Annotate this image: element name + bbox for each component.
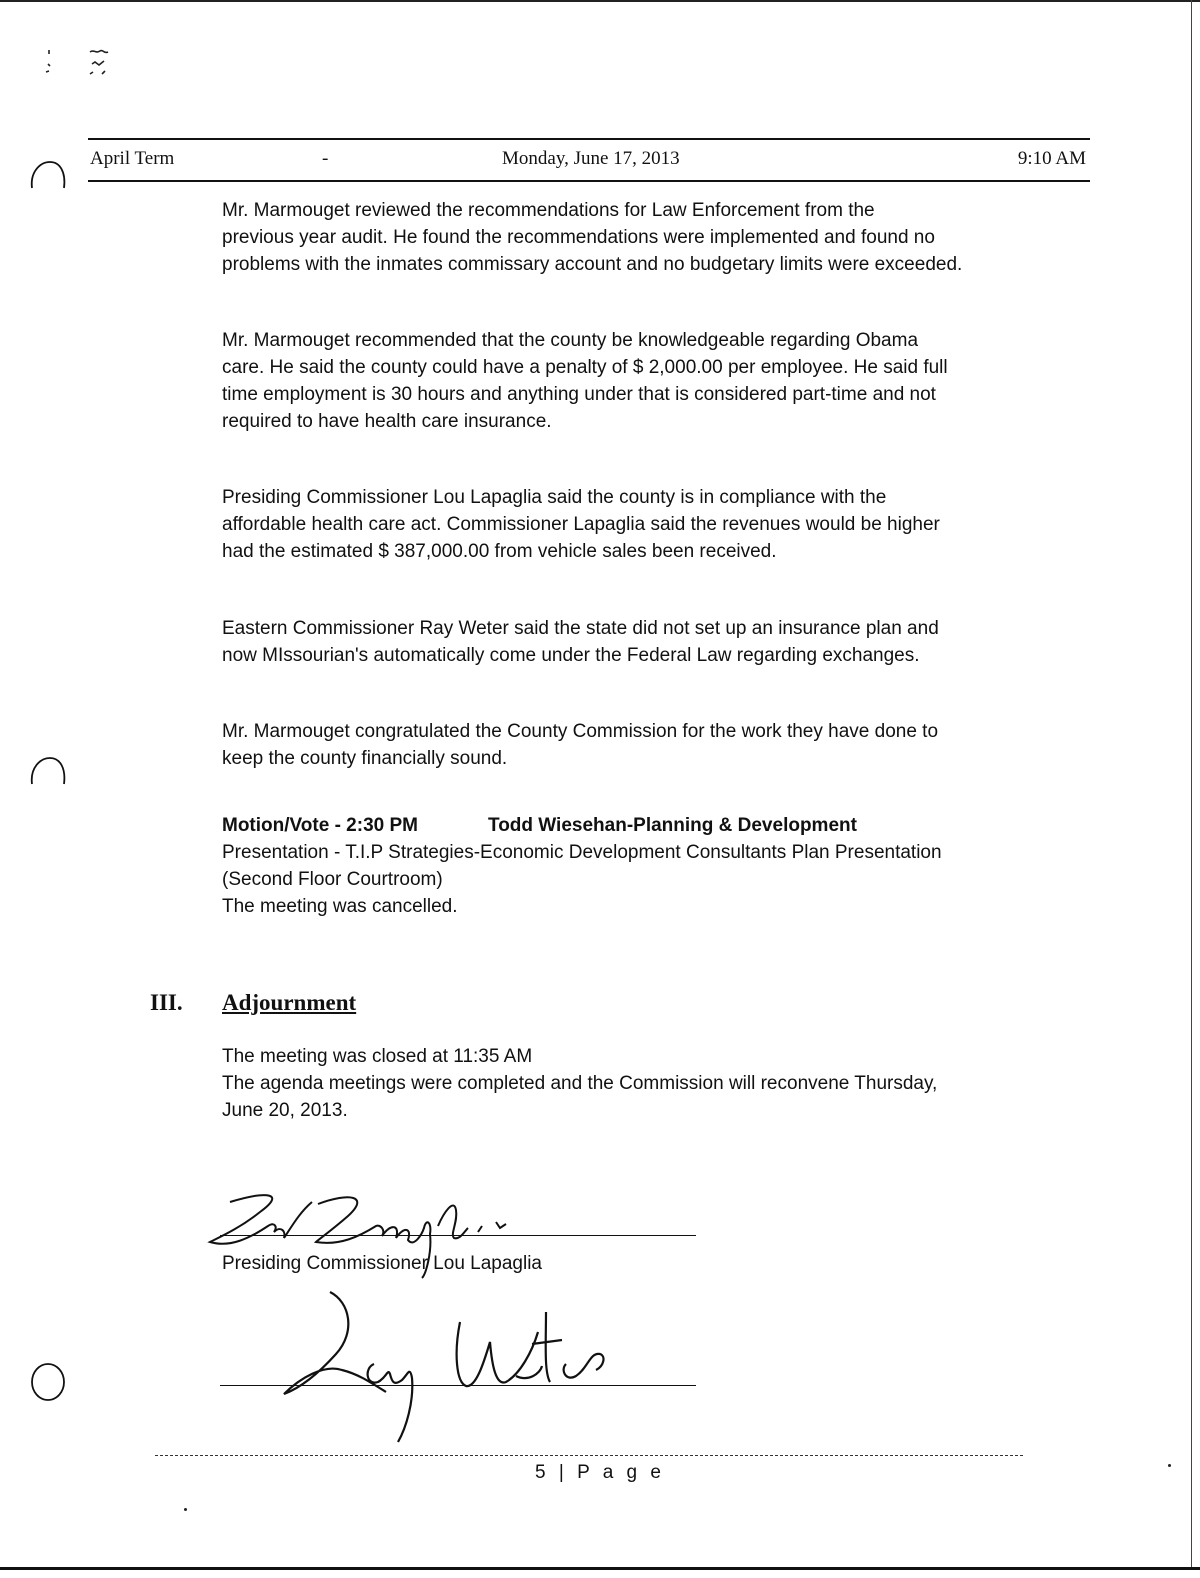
paragraph-congratulations: Mr. Marmouget congratulated the County Commission for the work they have done to keep the county financially sound.: [222, 721, 939, 769]
header-term: April Term: [90, 148, 175, 169]
punch-hole-icon: [28, 158, 68, 194]
punch-hole-icon: [28, 1360, 68, 1404]
section-title: Adjournment: [222, 990, 357, 1015]
signature-line-eastern: [220, 1385, 696, 1386]
header-rule-top: [88, 138, 1090, 140]
motion-presenter: Todd Wiesehan-Planning & Development: [488, 815, 857, 836]
adjournment-body: The meeting was closed at 11:35 AM The agenda meetings were completed and the Commission will reconvene Thursday, June 20, 2013.: [222, 1046, 938, 1121]
paragraph-obama-care: Mr. Marmouget recommended that the county be knowledgeable regarding Obama care. He said the county could have a penalty of $ 2,000.00 per employee. He said full time employment is 30 hours and anything under that is considered part-time and not required to have health care insurance.: [222, 330, 948, 432]
motion-details: Presentation - T.I.P Strategies-Economic Development Consultants Plan Presentation (Second Floor Courtroom) The meeting was cancelled.: [222, 842, 942, 917]
signature-label-presiding: Presiding Commissioner Lou Lapaglia: [222, 1253, 543, 1274]
eastern-commissioner-signature: [270, 1282, 630, 1452]
motion-heading: [222, 812, 1032, 839]
page-frame-right: [1191, 0, 1192, 1570]
section-number: III.: [150, 990, 183, 1015]
motion-label: Motion/Vote - 2:30 PM: [222, 815, 418, 836]
scan-mark-icon: [40, 44, 140, 80]
page-number: 5 | P a g e: [535, 1462, 665, 1483]
header-time: 9:10 AM: [1017, 148, 1086, 169]
page-frame-bottom: [0, 1567, 1200, 1570]
scan-speck: [184, 1508, 187, 1511]
header-rule-bottom: [88, 180, 1090, 182]
footer-rule: [155, 1455, 1023, 1456]
page-frame-top: [0, 0, 1200, 2]
paragraph-compliance: Presiding Commissioner Lou Lapaglia said the county is in compliance with the affordable health care act. Commissioner Lapaglia said the revenues would be higher had the estimated $ 387,000.00 from vehicle sales been received.: [222, 487, 940, 562]
scan-speck: [1168, 1464, 1171, 1467]
signature-line-presiding: [220, 1235, 696, 1236]
page-header: [90, 148, 1088, 172]
header-separator: -: [322, 148, 329, 169]
paragraph-insurance-plan: Eastern Commissioner Ray Weter said the state did not set up an insurance plan and now MIssourian's automatically come under the Federal Law regarding exchanges.: [222, 618, 939, 666]
header-date: Monday, June 17, 2013: [502, 148, 680, 169]
paragraph-law-enforcement: Mr. Marmouget reviewed the recommendations for Law Enforcement from the previous year audit. He found the recommendations were implemented and found no problems with the inmates commissary account and no budgetary limits were exceeded.: [222, 200, 963, 275]
punch-hole-icon: [28, 752, 68, 788]
